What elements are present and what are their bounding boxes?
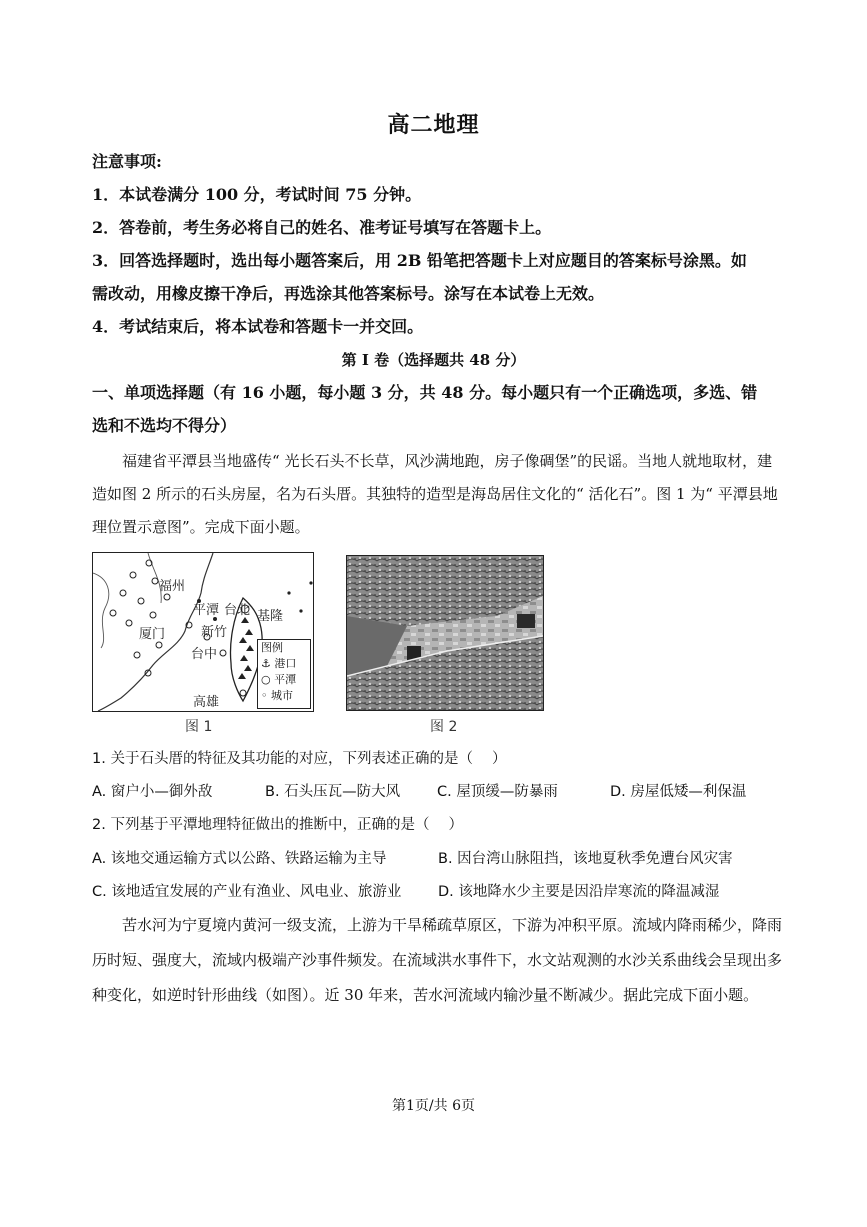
figure-1-caption: 图 1 bbox=[185, 719, 213, 735]
map-label-xiamen: 厦门 bbox=[139, 627, 166, 642]
circle-icon: ○ bbox=[261, 673, 271, 686]
passage-1-line1: 福建省平潭县当地盛传“ 光长石头不长草，风沙满地跑，房子像碉堡”的民谣。当地人就地取材，建 bbox=[122, 452, 773, 470]
figure-1-map bbox=[92, 552, 314, 712]
figure-2-caption: 图 2 bbox=[430, 719, 458, 735]
q2-option-d: D. 该地降水少主要是因沿岸寒流的降温减湿 bbox=[438, 884, 720, 900]
legend-item-pingtan: ○ 平潭 bbox=[261, 673, 297, 686]
q2-option-c: C. 该地适宜发展的产业有渔业、风电业、旅游业 bbox=[92, 884, 402, 900]
q1-option-b: B. 石头压瓦—防大风 bbox=[265, 784, 401, 800]
map-label-taibei: 台北 bbox=[224, 603, 251, 618]
page-footer: 第1页/共 6页 bbox=[392, 1098, 475, 1114]
map-legend bbox=[257, 639, 311, 709]
page-title: 高二地理 bbox=[387, 112, 480, 138]
q1-option-d: D. 房屋低矮—利保温 bbox=[610, 784, 747, 800]
passage-1 bbox=[92, 445, 792, 544]
part-heading-line1: 一、单项选择题（有 16 小题，每小题 3 分，共 48 分。每小题只有一个正确选项，多选、错 bbox=[92, 383, 758, 402]
notice-item-3-cont: 需改动，用橡皮擦干净后，再选涂其他答案标号。涂写在本试卷上无效。 bbox=[92, 284, 605, 303]
question-1-stem: 1. 关于石头厝的特征及其功能的对应，下列表述正确的是（ ） bbox=[92, 751, 507, 767]
passage-2-line3: 种变化，如逆时针形曲线（如图）。近 30 年来，苦水河流域内输沙量不断减少。据此完成下面小题。 bbox=[92, 986, 759, 1004]
notice-item-1: 1．本试卷满分 100 分，考试时间 75 分钟。 bbox=[92, 185, 422, 204]
passage-2 bbox=[92, 908, 792, 1013]
notice-heading: 注意事项: bbox=[92, 152, 162, 171]
q2-option-b: B. 因台湾山脉阻挡，该地夏秋季免遭台风灾害 bbox=[438, 851, 733, 867]
volume-title: 第 I 卷（选择题共 48 分） bbox=[341, 351, 526, 369]
passage-2-line2: 历时短、强度大，流域内极端产沙事件频发。在流域洪水事件下，水文站观测的水沙关系曲线会呈现出多 bbox=[92, 951, 783, 969]
map-label-pingtan: 平潭 bbox=[193, 603, 220, 618]
notice-item-3: 3．回答选择题时，选出每小题答案后，用 2B 铅笔把答题卡上对应题目的答案标号涂黑。如 bbox=[92, 251, 747, 270]
question-2-stem: 2. 下列基于平潭地理特征做出的推断中，正确的是（ ） bbox=[92, 817, 464, 833]
q1-option-a: A. 窗户小—御外敌 bbox=[92, 784, 213, 800]
anchor-icon: ⚓ bbox=[261, 657, 271, 670]
dot-circle-icon: ◦ bbox=[261, 689, 268, 702]
passage-1-line2: 造如图 2 所示的石头房屋，名为石头厝。其独特的造型是海岛居住文化的“ 活化石”。图 1 为“ 平潭县地 bbox=[92, 485, 778, 503]
map-label-jilong: 基隆 bbox=[257, 609, 284, 624]
legend-item-city: ◦ 城市 bbox=[261, 689, 293, 702]
legend-item-port: ⚓ 港口 bbox=[261, 657, 297, 670]
notice-item-2: 2．答卷前，考生务必将自己的姓名、准考证号填写在答题卡上。 bbox=[92, 218, 552, 237]
map-label-taizhong: 台中 bbox=[191, 647, 218, 662]
map-label-gaoxiong: 高雄 bbox=[193, 695, 220, 710]
figure-2-photo bbox=[346, 555, 544, 711]
passage-1-line3: 理位置示意图”。完成下面小题。 bbox=[92, 518, 310, 536]
passage-2-line1: 苦水河为宁夏境内黄河一级支流，上游为干旱稀疏草原区，下游为冲积平原。流域内降雨稀少，降雨 bbox=[122, 916, 783, 934]
map-label-xinzhu: 新竹 bbox=[201, 625, 228, 640]
q2-option-a: A. 该地交通运输方式以公路、铁路运输为主导 bbox=[92, 851, 387, 867]
map-label-fuzhou: 福州 bbox=[159, 579, 186, 594]
notice-item-4: 4．考试结束后，将本试卷和答题卡一并交回。 bbox=[92, 317, 424, 336]
q1-option-c: C. 屋顶缓—防暴雨 bbox=[437, 784, 558, 800]
legend-title: 图例 bbox=[261, 641, 283, 654]
stone-house-photo bbox=[347, 556, 543, 710]
part-heading-line2: 选和不选均不得分） bbox=[92, 416, 237, 435]
